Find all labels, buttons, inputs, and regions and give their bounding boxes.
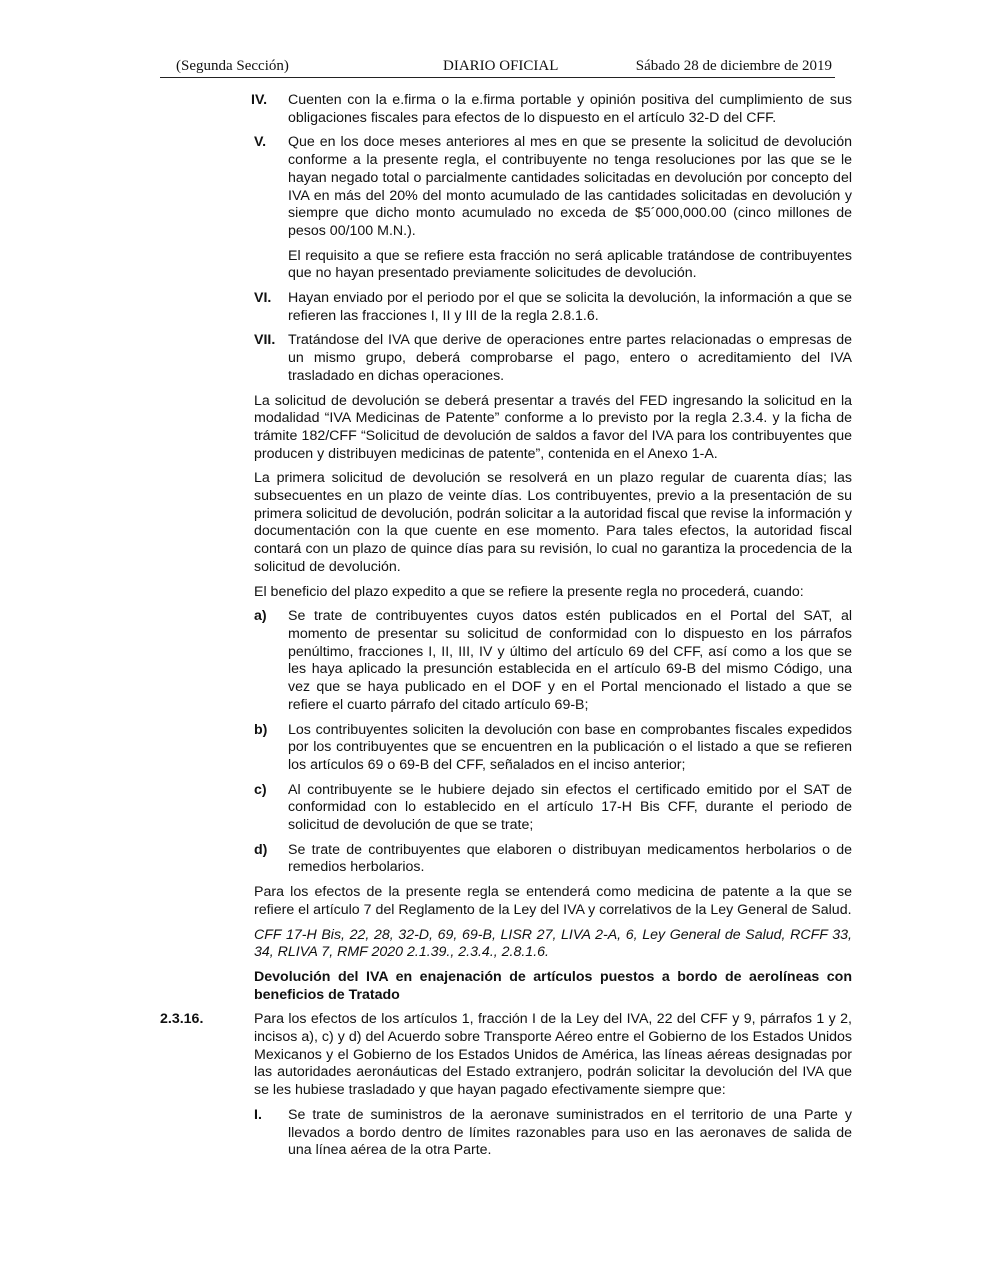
list-item bbox=[254, 781, 852, 835]
item-label: a) bbox=[254, 608, 267, 625]
item-label: VII. bbox=[254, 332, 276, 349]
item-text: Cuenten con la e.firma o la e.firma portable y opinión positiva del cumplimiento de sus obligaciones fiscales para efectos de lo dispuesto en el artículo 32-D del CFF. bbox=[288, 92, 852, 126]
list-item bbox=[254, 608, 852, 714]
paragraph bbox=[254, 470, 852, 576]
list-item bbox=[254, 134, 852, 240]
item-label: c) bbox=[254, 781, 267, 798]
rule-paragraph bbox=[160, 1011, 852, 1100]
paragraph-text: La solicitud de devolución se deberá presentar a través del FED ingresando la solicitud en la modalidad “IVA Medicinas de Patente” conforme a lo previsto por la regla 2.3.4. y la ficha de trámite 182/CFF “Solicitud de devolución de saldos a favor del IVA para los contribuyentes que producen y distribuyen medicinas de patente”, contenida en el Anexo 1-A. bbox=[254, 392, 852, 462]
header-journal-title: DIARIO OFICIAL bbox=[443, 58, 559, 74]
item-label: VI. bbox=[254, 290, 272, 307]
rule-heading bbox=[254, 969, 852, 1004]
paragraph bbox=[254, 393, 852, 464]
list-item bbox=[254, 721, 852, 775]
rule-text: Para los efectos de los artículos 1, fracción I de la Ley del IVA, 22 del CFF y 9, párrafos 1 y 2, incisos a), c) y d) del Acuerdo sobre Transporte Aéreo entre el Gobierno de los Estados Unidos Mexicanos y el Gobierno de los Estados Unidos de América, las líneas aéreas designadas por las autoridades aeronáuticas del Estado extranjero, podrán solicitar la devolución del IVA que se les hubiese trasladado y que hayan pagado efectivamente siempre que: bbox=[254, 1011, 852, 1099]
item-text: Los contribuyentes soliciten la devolución con base en comprobantes fiscales expedidos por los contribuyentes que se encuentren en la publicación o el listado a que se refieren los artículos 69 o 69-B del CFF, señalados en el inciso anterior; bbox=[288, 721, 852, 773]
citation-text: CFF 17-H Bis, 22, 28, 32-D, 69, 69-B, LISR 27, LIVA 2-A, 6, Ley General de Salud, RCFF 33, 34, RLIVA 7, RMF 2020 2.1.39., 2.3.4., 2.8.1.6. bbox=[254, 926, 852, 961]
rule-number: 2.3.16. bbox=[160, 1011, 204, 1028]
item-label: b) bbox=[254, 721, 268, 738]
list-item bbox=[254, 290, 852, 325]
item-text: Hayan enviado por el periodo por el que se solicita la devolución, la información a que se refieren las fracciones I, II y III de la regla 2.8.1.6. bbox=[288, 290, 852, 324]
item-text: Se trate de suministros de la aeronave suministrados en el territorio de una Parte y llevados a bordo dentro de límites razonables para uso en las aeronaves de salida de una línea aérea de la otra Parte. bbox=[288, 1106, 852, 1159]
paragraph-text: La primera solicitud de devolución se resolverá en un plazo regular de cuarenta días; las subsecuentes en un plazo de veinte días. Los contribuyentes, previo a la presentación de su primera solicitud de devolución, podrán solicitar a la autoridad fiscal que revise la información y documentación con la que cuente en ese momento. Para tales efectos, la autoridad fiscal contará con un plazo de quince días para su revisión, lo cual no garantiza la procedencia de la solicitud de devolución. bbox=[254, 470, 852, 575]
paragraph-text: El beneficio del plazo expedito a que se refiere la presente regla no procederá, cuando: bbox=[254, 583, 804, 600]
list-item bbox=[254, 841, 852, 877]
paragraph bbox=[254, 584, 852, 602]
item-label: V. bbox=[254, 134, 267, 151]
item-label: IV. bbox=[251, 92, 268, 108]
list-item bbox=[251, 92, 852, 127]
item-label: I. bbox=[254, 1106, 262, 1123]
item-text: Tratándose del IVA que derive de operaciones entre partes relacionadas o empresas de un mismo grupo, deberá comprobarse el pago, entero o acreditamiento del IVA trasladado en dichas operaciones. bbox=[288, 332, 852, 384]
header-section: (Segunda Sección) bbox=[176, 58, 289, 74]
rule-heading-text: Devolución del IVA en enajenación de artículos puestos a bordo de aerolíneas con beneficios de Tratado bbox=[254, 968, 852, 1003]
header-date: Sábado 28 de diciembre de 2019 bbox=[635, 58, 832, 74]
legal-citation bbox=[254, 927, 852, 962]
paragraph bbox=[254, 884, 852, 919]
item-label: d) bbox=[254, 841, 268, 858]
list-item bbox=[254, 332, 852, 385]
document-body bbox=[0, 92, 990, 1167]
list-item bbox=[254, 1106, 852, 1160]
item-note-text: El requisito a que se refiere esta fracción no será aplicable tratándose de contribuyentes que no hayan presentado previamente solicitudes de devolución. bbox=[288, 247, 852, 282]
paragraph-text: Para los efectos de la presente regla se entenderá como medicina de patente a la que se refiere el artículo 7 del Reglamento de la Ley del IVA y correlativos de la Ley General de Salud. bbox=[254, 884, 852, 918]
page-header bbox=[160, 56, 835, 78]
item-text: Se trate de contribuyentes que elaboren o distribuyan medicamentos herbolarios o de remedios herbolarios. bbox=[288, 841, 852, 876]
item-text: Al contribuyente se le hubiere dejado sin efectos el certificado emitido por el SAT de conformidad con lo establecido en el artículo 17-H Bis CFF, durante el periodo de solicitud de devolución de que se trate; bbox=[288, 781, 852, 834]
item-text: Que en los doce meses anteriores al mes en que se presente la solicitud de devolución conforme a la presente regla, el contribuyente no tenga resoluciones por las que se le hayan negado total o parcialmente cantidades solicitadas en devolución por concepto del IVA en más del 20% del monto acumulado de las cantidades solicitadas en devolución y siempre que dicho monto acumulado no exceda de $5´000,000.00 (cinco millones de pesos 00/100 M.N.). bbox=[288, 134, 852, 239]
item-note bbox=[288, 248, 852, 283]
item-text: Se trate de contribuyentes cuyos datos estén publicados en el Portal del SAT, al momento de presentar su solicitud de conformidad con lo dispuesto en los párrafos penúltimo, fracciones I, II, III, IV y último del artículo 69 del CFF, así como a los que se les haya aplicado la presunción establecida en el artículo 69-B del mismo Código, una vez que se haya publicado en el DOF y en el Portal mencionado el listado a que se refiere el cuarto párrafo del citado artículo 69-B; bbox=[288, 608, 852, 713]
